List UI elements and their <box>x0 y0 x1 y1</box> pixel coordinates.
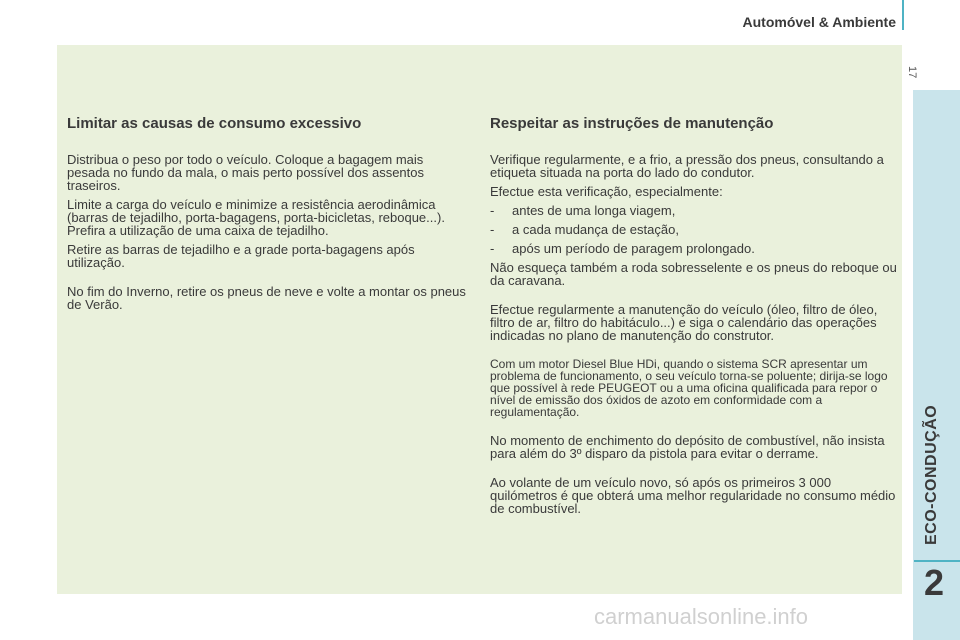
spare-wheel-paragraph: Não esqueça também a roda sobresselente e os pneus do reboque ou da caravana. <box>490 260 897 288</box>
content-panel <box>57 45 902 594</box>
section-label: ECO-CONDUÇÃO <box>923 404 940 545</box>
new-vehicle-paragraph: Ao volante de um veículo novo, só após os primeiros 3 000 quilómetros é que obterá uma melhor regularidade no consumo médio de combustível. <box>490 475 896 516</box>
scr-note-paragraph: Com um motor Diesel Blue HDi, quando o sistema SCR apresentar um problema de funcionamento, o seu veículo torna-se poluente; dirija-se logo que possível à rede PEUGEOT ou a uma oficina qualificada para repor o nível de emissão dos óxidos de azoto em conformidade com a regulamentação. <box>490 357 888 419</box>
weight-paragraph: Distribua o peso por todo o veículo. Coloque a bagagem mais pesada no fundo da mala, o mais perto possível dos assentos traseiros. <box>67 152 424 193</box>
header-title: Automóvel & Ambiente <box>742 14 896 30</box>
left-column <box>67 115 467 317</box>
list-item <box>490 242 898 255</box>
page-number: 17 <box>906 66 918 79</box>
roof-bars-paragraph: Retire as barras de tejadilho e a grade porta-bagagens após utilização. <box>67 242 415 270</box>
list-item-text: antes de uma longa viagem, <box>512 203 676 218</box>
check-intro: Efectue esta verificação, especialmente: <box>490 184 723 199</box>
left-heading: Limitar as causas de consumo excessivo <box>67 115 362 132</box>
list-item-text: após um período de paragem prolongado. <box>512 241 755 256</box>
right-heading: Respeitar as instruções de manutenção <box>490 115 774 132</box>
chapter-side-tab <box>913 90 960 640</box>
list-item-text: a cada mudança de estação, <box>512 222 679 237</box>
check-list <box>490 204 898 255</box>
refuel-paragraph: No momento de enchimento do depósito de combustível, não insista para além do 3º disparo da pistola para evitar o derrame. <box>490 433 885 461</box>
chapter-number: 2 <box>924 562 945 603</box>
list-marker: - <box>490 241 495 256</box>
list-marker: - <box>490 222 495 237</box>
list-item <box>490 204 898 217</box>
load-paragraph: Limite a carga do veículo e minimize a resistência aerodinâmica (barras de tejadilho, porta-bagagens, porta-bicicletas, reboque...). Prefira a utilização de uma caixa de tejadilho. <box>67 197 445 238</box>
header-divider <box>902 0 904 30</box>
list-item <box>490 223 898 236</box>
watermark: carmanualsonline.info <box>594 604 809 629</box>
maintenance-paragraph: Efectue regularmente a manutenção do veículo (óleo, filtro de óleo, filtro de ar, filtro do habitáculo...) e siga o calendário das operações indicadas no plano de manutenção do construtor. <box>490 302 878 343</box>
tyres-paragraph: No fim do Inverno, retire os pneus de neve e volte a montar os pneus de Verão. <box>67 284 466 312</box>
list-marker: - <box>490 203 495 218</box>
right-column <box>490 115 898 521</box>
pressure-paragraph: Verifique regularmente, e a frio, a pressão dos pneus, consultando a etiqueta situada na porta do lado do condutor. <box>490 152 884 180</box>
